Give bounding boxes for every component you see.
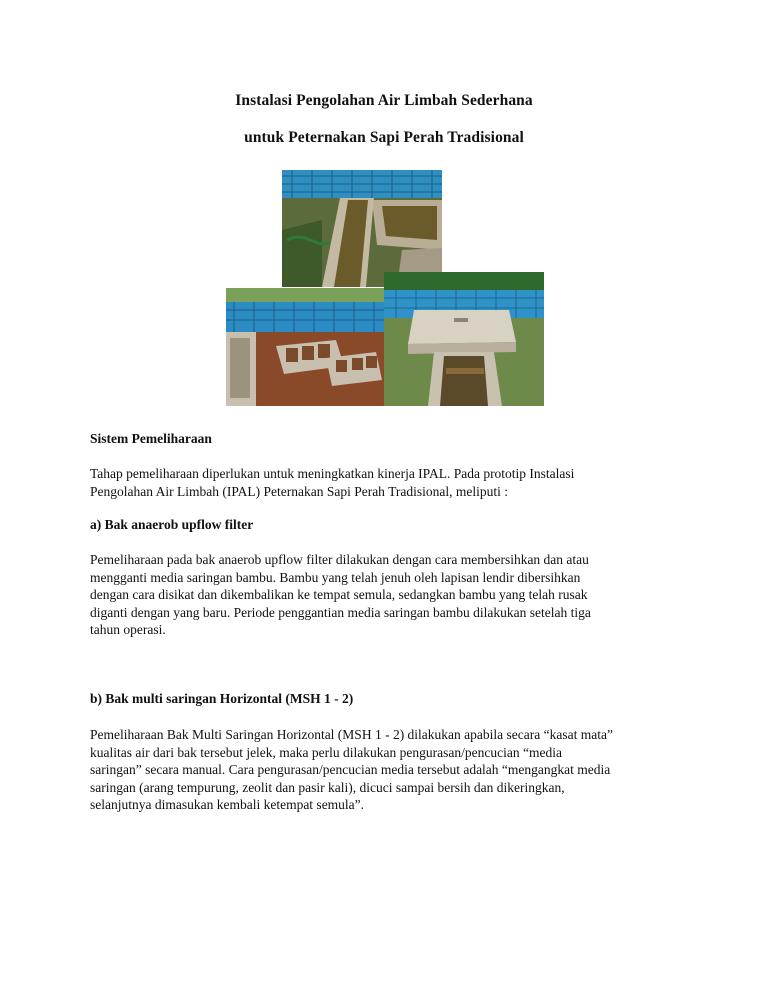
section-b-heading: b) Bak multi saringan Horizontal (MSH 1 - 2) xyxy=(90,691,354,706)
paragraph-line: saringan (arang tempurung, zeolit dan pasir kali), dicuci sampai bersih dan dikeringkan, xyxy=(90,779,565,795)
paragraph-line: Tahap pemeliharaan diperlukan untuk meningkatkan kinerja IPAL. Pada prototip Instalasi xyxy=(90,466,575,481)
section-heading-maintenance: Sistem Pemeliharaan xyxy=(90,431,212,446)
section-a-heading: a) Bak anaerob upflow filter xyxy=(90,517,254,532)
section-a-paragraph xyxy=(90,551,690,639)
paragraph-line: kualitas air dari bak tersebut jelek, maka perlu dilakukan pengurasan/pencucian “media xyxy=(90,744,562,760)
document-title-line-2: untuk Peternakan Sapi Perah Tradisional xyxy=(244,129,524,146)
paragraph-line: Pemeliharaan Bak Multi Saringan Horizontal (MSH 1 - 2) dilakukan apabila secara “kasat mata” xyxy=(90,727,613,742)
ipal-channel-photo xyxy=(282,170,442,287)
ipal-covered-tank-photo xyxy=(384,272,544,406)
paragraph-line: tahun operasi. xyxy=(90,622,166,638)
paragraph-line: selanjutnya dimasukan kembali ketempat semula”. xyxy=(90,797,365,813)
paragraph-line: diganti dengan yang baru. Periode penggantian media saringan bambu dilakukan setelah tiga xyxy=(90,604,591,620)
paragraph-line: Pengolahan Air Limbah (IPAL) Peternakan Sapi Perah Tradisional, meliputi : xyxy=(90,483,508,499)
paragraph-line: mengganti media saringan bambu. Bambu yang telah jenuh oleh lapisan lendir dibersihkan xyxy=(90,569,581,585)
document-title-line-1: Instalasi Pengolahan Air Limbah Sederhana xyxy=(235,92,533,109)
intro-paragraph xyxy=(90,465,690,500)
paragraph-line: Pemeliharaan pada bak anaerob upflow filter dilakukan dengan cara membersihkan dan atau xyxy=(90,552,589,567)
ipal-filter-tanks-photo xyxy=(226,288,386,406)
paragraph-line: dengan cara disikat dan dikembalikan ke tempat semula, sedangkan bambu yang telah rusak xyxy=(90,587,588,603)
paragraph-line: saringan” secara manual. Cara pengurasan/pencucian media tersebut adalah “mengangkat media xyxy=(90,762,611,778)
section-b-paragraph xyxy=(90,726,690,814)
